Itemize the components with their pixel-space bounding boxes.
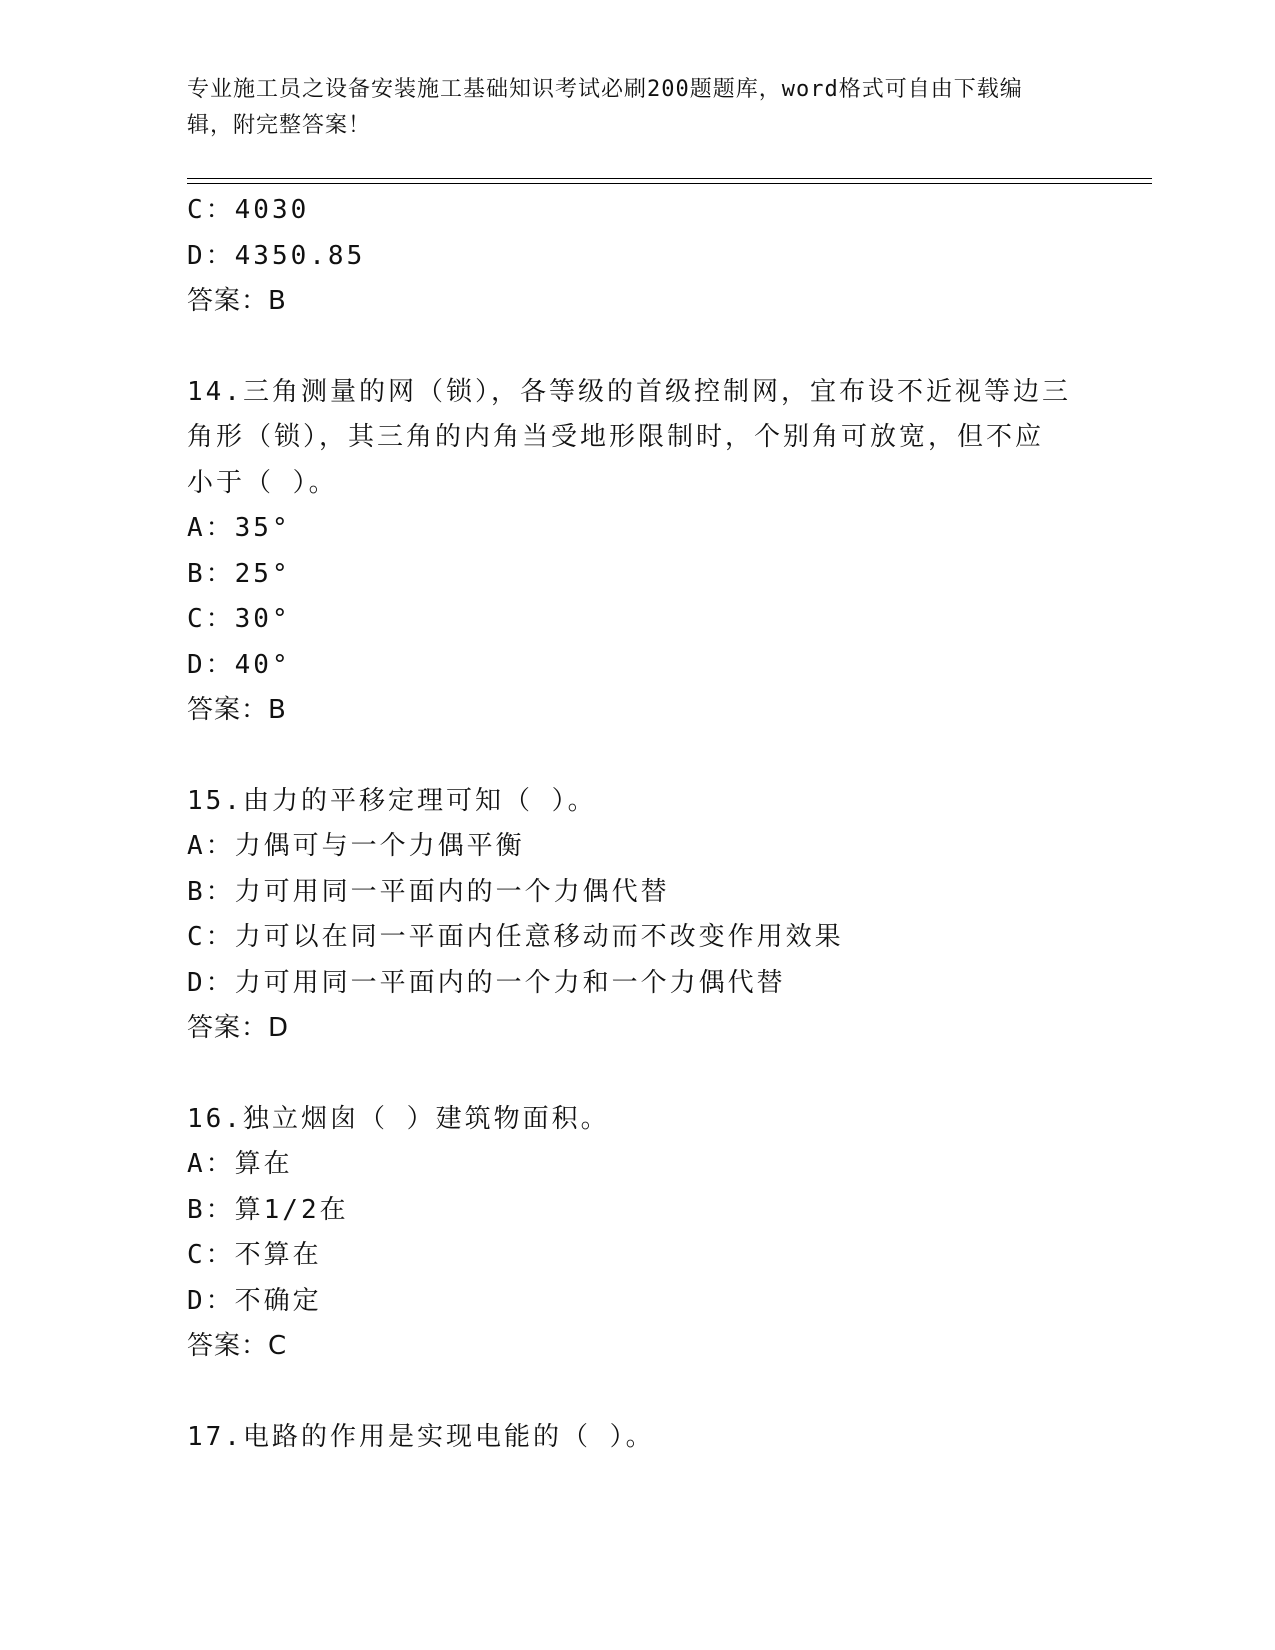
- option-c: C：30°: [187, 604, 291, 634]
- header-divider-top: [187, 178, 1152, 179]
- question-17: [187, 1415, 1087, 1461]
- option-b: B：力可用同一平面内的一个力偶代替: [187, 876, 670, 907]
- document-header: [187, 72, 1067, 144]
- header-divider-bottom: [187, 183, 1152, 184]
- question-stem-line: 15.由力的平移定理可知（ ）。: [187, 785, 597, 816]
- question-stem-line: 17.电路的作用是实现电能的（ ）。: [187, 1421, 655, 1452]
- option-d: D：40°: [187, 649, 291, 680]
- option-c: C：不算在: [187, 1240, 322, 1270]
- option-b: B：25°: [187, 558, 291, 589]
- header-title: 专业施工员之设备安装施工基础知识考试必刷200题题库，word格式可自由下载编辑，附完整答案！: [187, 77, 1023, 138]
- answer-line: 答案：B: [187, 286, 287, 316]
- option-c: C：4030: [187, 195, 310, 225]
- question-15: [187, 779, 1087, 1052]
- option-d: D：力可用同一平面内的一个力和一个力偶代替: [187, 967, 786, 998]
- option-b: B：算1/2在: [187, 1194, 349, 1225]
- option-c: C：力可以在同一平面内任意移动而不改变作用效果: [187, 922, 844, 952]
- question-stem-line: 14.三角测量的网（锁），各等级的首级控制网，宜布设不近视等边三: [187, 376, 1071, 407]
- option-a: A：力偶可与一个力偶平衡: [187, 831, 525, 861]
- question-stem-line: 16.独立烟囱（ ）建筑物面积。: [187, 1103, 610, 1134]
- option-a: A：35°: [187, 513, 291, 543]
- option-d: D：4350.85: [187, 240, 366, 271]
- option-a: A：算在: [187, 1149, 293, 1179]
- question-list: [187, 188, 1087, 1460]
- question-stem-line: 小于（ ）。: [187, 467, 338, 498]
- option-d: D：不确定: [187, 1285, 322, 1316]
- question-stem-line: 角形（锁），其三角的内角当受地形限制时，个别角可放宽，但不应: [187, 422, 1045, 452]
- answer-line: 答案：C: [187, 1331, 288, 1361]
- question-16: [187, 1097, 1087, 1370]
- carryover-question: [187, 188, 1087, 325]
- answer-line: 答案：B: [187, 695, 287, 725]
- question-14: [187, 370, 1087, 734]
- answer-line: 答案：D: [187, 1013, 290, 1043]
